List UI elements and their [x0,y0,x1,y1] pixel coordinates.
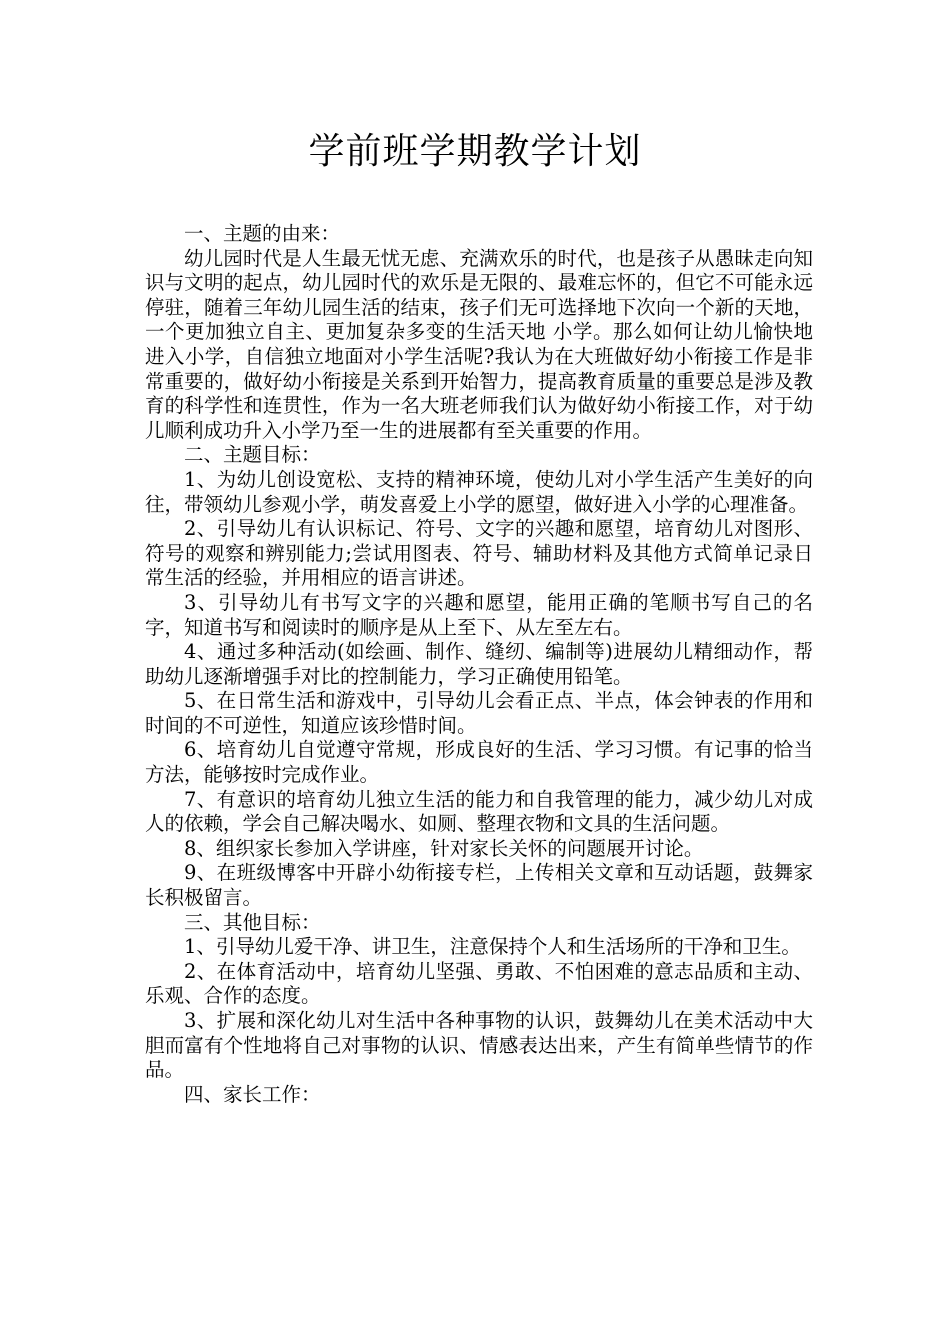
other-goal-item-3: 3、扩展和深化幼儿对生活中各种事物的认识，鼓舞幼儿在美术活动中大胆而富有个性地将自己对事物的认识、情感表达出来，产生有简单些情节的作品。 [145,1009,813,1082]
document-title: 学前班学期教学计划 [308,131,642,172]
section-heading-parent-work: 四、家长工作： [184,1082,321,1106]
section-heading-other-goals: 三、其他目标： [184,910,321,934]
goal-item-9: 9、在班级博客中开辟小幼衔接专栏，上传相关文章和互动话题，鼓舞家长积极留言。 [145,861,813,910]
other-goal-item-2: 2、在体育活动中，培育幼儿坚强、勇敢、不怕困难的意志品质和主动、乐观、合作的态度。 [145,959,813,1008]
goal-item-3: 3、引导幼儿有书写文字的兴趣和愿望，能用正确的笔顺书写自己的名字，知道书写和阅读时的顺序是从上至下、从左至左右。 [145,590,813,639]
goal-item-6: 6、培育幼儿自觉遵守常规，形成良好的生活、学习习惯。有记事的恰当方法，能够按时完成作业。 [145,738,813,787]
other-goal-item-1: 1、引导幼儿爱干净、讲卫生，注意保持个人和生活场所的干净和卫生。 [184,935,801,959]
goal-item-7: 7、有意识的培育幼儿独立生活的能力和自我管理的能力，减少幼儿对成人的依赖，学会自己解决喝水、如厕、整理衣物和文具的生活问题。 [145,787,813,836]
goal-item-1: 1、为幼儿创设宽松、支持的精神环境，使幼儿对小学生活产生美好的向往，带领幼儿参观小学，萌发喜爱上小学的愿望，做好进入小学的心理准备。 [145,467,813,516]
goal-item-5: 5、在日常生活和游戏中，引导幼儿会看正点、半点，体会钟表的作用和时间的不可逆性，知道应该珍惜时间。 [145,689,813,737]
goal-item-4: 4、通过多种活动(如绘画、制作、缝纫、编制等)进展幼儿精细动作，帮助幼儿逐渐增强手对比的控制能力，学习正确使用铅笔。 [145,640,813,688]
document-body [145,222,813,1107]
goal-item-2: 2、引导幼儿有认识标记、符号、文字的兴趣和愿望，培育幼儿对图形、符号的观察和辨别能力;尝试用图表、符号、辅助材料及其他方式简单记录日常生活的经验，并用相应的语言讲述。 [145,517,813,590]
section-heading-goals: 二、主题目标： [184,443,321,467]
goal-item-8: 8、组织家长参加入学讲座，针对家长关怀的问题展开讨论。 [184,836,704,860]
section-heading-origin: 一、主题的由来： [184,222,341,245]
paragraph-origin-text: 幼儿园时代是人生最无忧无虑、充满欢乐的时代，也是孩子从愚昧走向知识与文明的起点，幼儿园时代的欢乐是无限的、最难忘怀的，但它不可能永远停驻，随着三年幼儿园生活的结束，孩子们无可选择地下次向一个新的天地，一个更加独立自主、更加复杂多变的生活天地 小学。那么如何让幼儿愉快地进入小学，自信独立地面对小学生活呢?我认为在大班做好幼小衔接工作是非常重要的，做好幼小衔接是关系到开始智力，提高教育质量的重要总是涉及教育的科学性和连贯性，作为一名大班老师我们认为做好幼小衔接工作，对于幼儿顺利成功升入小学乃至一生的进展都有至关重要的作用。 [145,246,813,442]
